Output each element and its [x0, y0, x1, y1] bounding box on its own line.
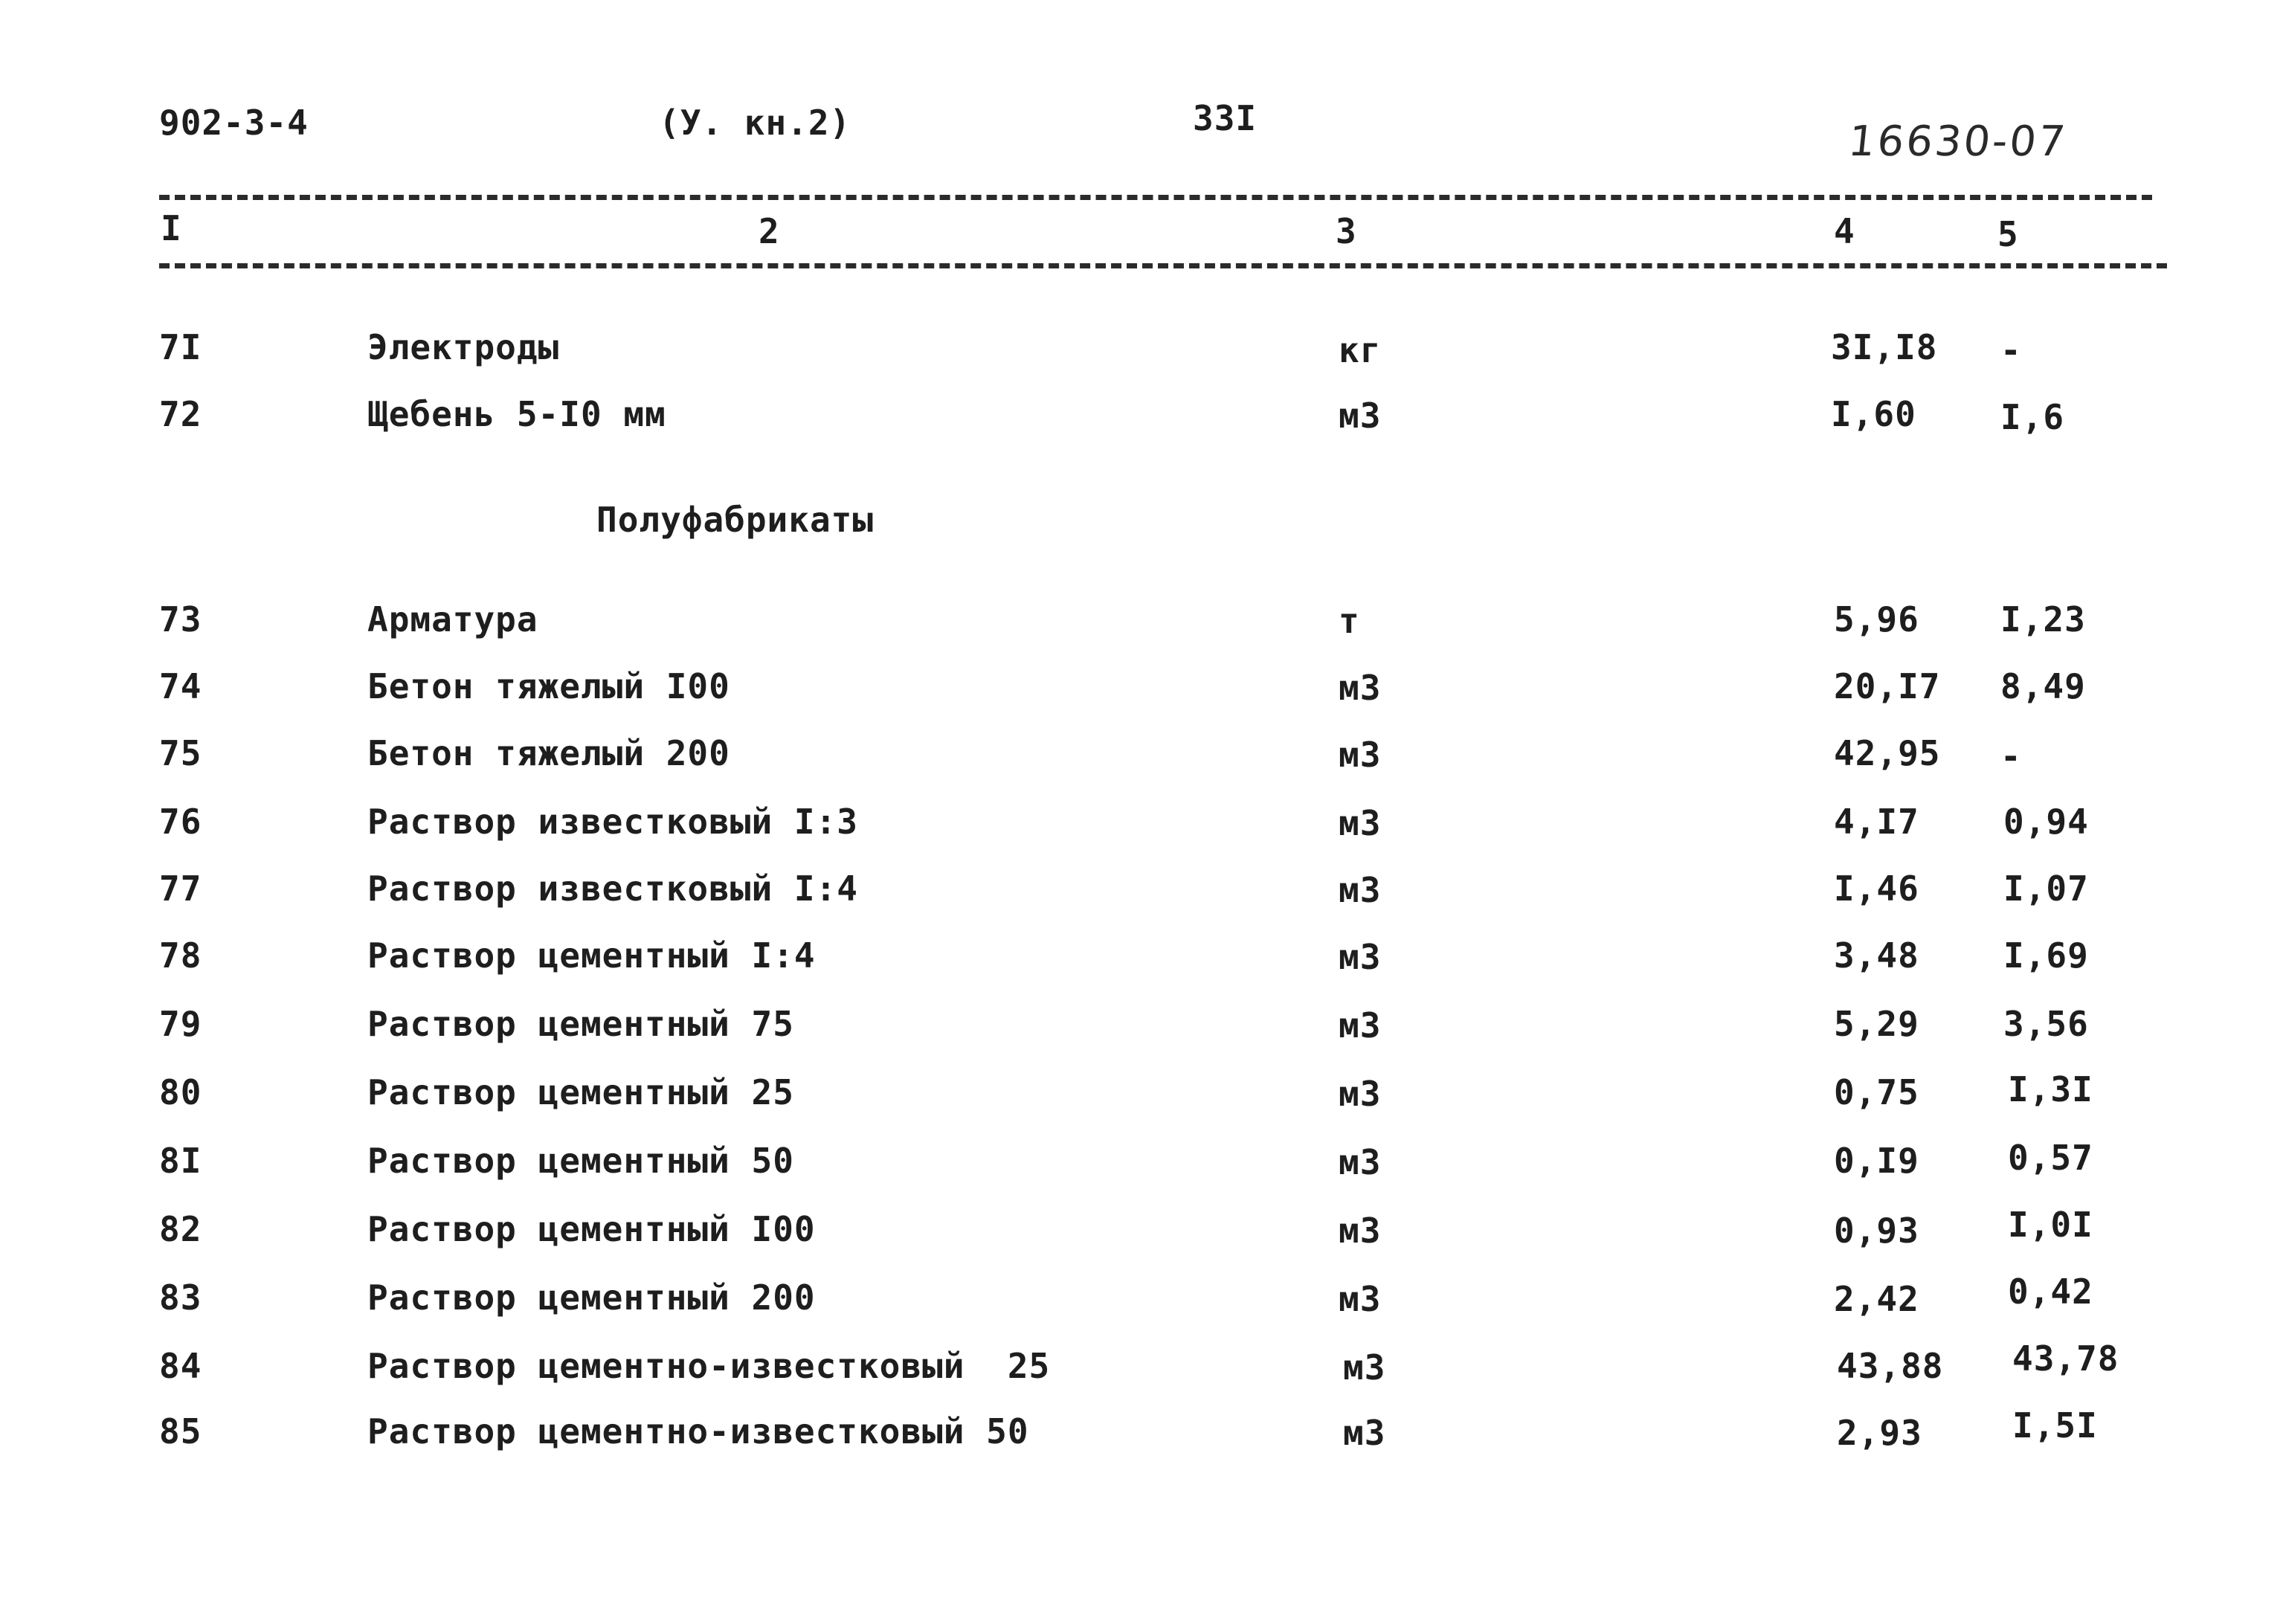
row-72-col4: I,60: [1831, 394, 1916, 434]
row-74-number: 74: [159, 666, 202, 706]
row-79-number: 79: [159, 1004, 202, 1044]
row-78-col4: 3,48: [1834, 935, 1919, 976]
row-80-number: 80: [159, 1072, 202, 1112]
row-82-col5: I,0I: [2008, 1205, 2093, 1245]
row-82-name: Раствор цементный I00: [367, 1209, 816, 1249]
row-78-number: 78: [159, 935, 202, 976]
row-85-number: 85: [159, 1411, 202, 1451]
row-82-col4: 0,93: [1834, 1211, 1919, 1251]
row-81-unit: м3: [1339, 1142, 1382, 1182]
column-number-3: 3: [1336, 211, 1356, 251]
row-77-number: 77: [159, 869, 202, 909]
row-78-col5: I,69: [2003, 935, 2089, 976]
row-73-unit: т: [1339, 601, 1360, 641]
column-number-1: I: [161, 208, 181, 248]
row-85-col4: 2,93: [1837, 1413, 1922, 1453]
row-80-col5: I,3I: [2008, 1069, 2093, 1109]
row-71-col5: -: [2000, 330, 2022, 370]
row-75-col4: 42,95: [1834, 733, 1941, 773]
row-75-unit: м3: [1339, 735, 1382, 775]
row-83-unit: м3: [1339, 1279, 1382, 1319]
section-title: Полуфабрикаты: [596, 500, 875, 540]
bottom-dashed-rule: [159, 263, 2167, 268]
column-number-2: 2: [759, 211, 779, 251]
top-dashed-rule: [159, 195, 2152, 200]
row-84-unit: м3: [1343, 1347, 1386, 1388]
row-77-name: Раствор известковый I:4: [367, 869, 858, 909]
row-71-col4: 3I,I8: [1831, 327, 1938, 367]
row-83-number: 83: [159, 1277, 202, 1318]
row-73-col4: 5,96: [1834, 599, 1919, 639]
row-72-number: 72: [159, 394, 202, 434]
row-84-name: Раствор цементно-известковый 25: [367, 1346, 1051, 1386]
row-79-name: Раствор цементный 75: [367, 1004, 794, 1044]
row-78-unit: м3: [1339, 937, 1382, 977]
row-71-number: 7I: [159, 327, 202, 367]
row-72-col5: I,6: [2000, 397, 2065, 437]
row-82-unit: м3: [1339, 1211, 1382, 1251]
row-81-col4: 0,I9: [1834, 1141, 1919, 1181]
row-77-col5: I,07: [2003, 869, 2089, 909]
row-85-unit: м3: [1343, 1413, 1386, 1453]
row-74-name: Бетон тяжелый I00: [367, 666, 730, 706]
row-75-name: Бетон тяжелый 200: [367, 733, 730, 773]
volume-label: (У. кн.2): [659, 103, 851, 143]
row-73-name: Арматура: [367, 599, 538, 639]
row-84-col5: 43,78: [2012, 1338, 2119, 1379]
row-81-col5: 0,57: [2008, 1138, 2093, 1178]
row-76-name: Раствор известковый I:3: [367, 802, 858, 842]
row-81-name: Раствор цементный 50: [367, 1141, 794, 1181]
column-number-5: 5: [1997, 214, 2018, 254]
row-79-col4: 5,29: [1834, 1004, 1919, 1044]
row-76-col4: 4,I7: [1834, 802, 1919, 842]
row-80-unit: м3: [1339, 1074, 1382, 1114]
page-number: 33I: [1193, 98, 1258, 138]
row-84-number: 84: [159, 1346, 202, 1386]
row-85-name: Раствор цементно-известковый 50: [367, 1411, 1029, 1451]
row-81-number: 8I: [159, 1141, 202, 1181]
row-73-number: 73: [159, 599, 202, 639]
row-82-number: 82: [159, 1209, 202, 1249]
row-74-col5: 8,49: [2000, 666, 2086, 706]
row-74-col4: 20,I7: [1834, 666, 1941, 706]
row-77-unit: м3: [1339, 870, 1382, 910]
row-79-unit: м3: [1339, 1005, 1382, 1045]
row-78-name: Раствор цементный I:4: [367, 935, 816, 976]
doc-code: 902-3-4: [159, 103, 309, 143]
row-80-col4: 0,75: [1834, 1072, 1919, 1112]
row-76-col5: 0,94: [2003, 802, 2089, 842]
column-number-4: 4: [1834, 211, 1855, 251]
row-75-col5: -: [2000, 736, 2022, 776]
row-76-number: 76: [159, 802, 202, 842]
row-71-unit: кг: [1339, 330, 1382, 370]
row-83-col5: 0,42: [2008, 1272, 2093, 1312]
row-75-number: 75: [159, 733, 202, 773]
row-73-col5: I,23: [2000, 599, 2086, 639]
row-83-col4: 2,42: [1834, 1279, 1919, 1319]
row-85-col5: I,5I: [2012, 1405, 2098, 1446]
row-71-name: Электроды: [367, 327, 560, 367]
row-72-unit: м3: [1339, 396, 1382, 436]
row-74-unit: м3: [1339, 668, 1382, 708]
row-80-name: Раствор цементный 25: [367, 1072, 794, 1112]
row-83-name: Раствор цементный 200: [367, 1277, 816, 1318]
row-76-unit: м3: [1339, 803, 1382, 843]
row-77-col4: I,46: [1834, 869, 1919, 909]
inventory-number: 16630-07: [1846, 117, 2070, 166]
row-84-col4: 43,88: [1837, 1346, 1944, 1386]
row-79-col5: 3,56: [2003, 1004, 2089, 1044]
row-72-name: Щебень 5-I0 мм: [367, 394, 666, 434]
